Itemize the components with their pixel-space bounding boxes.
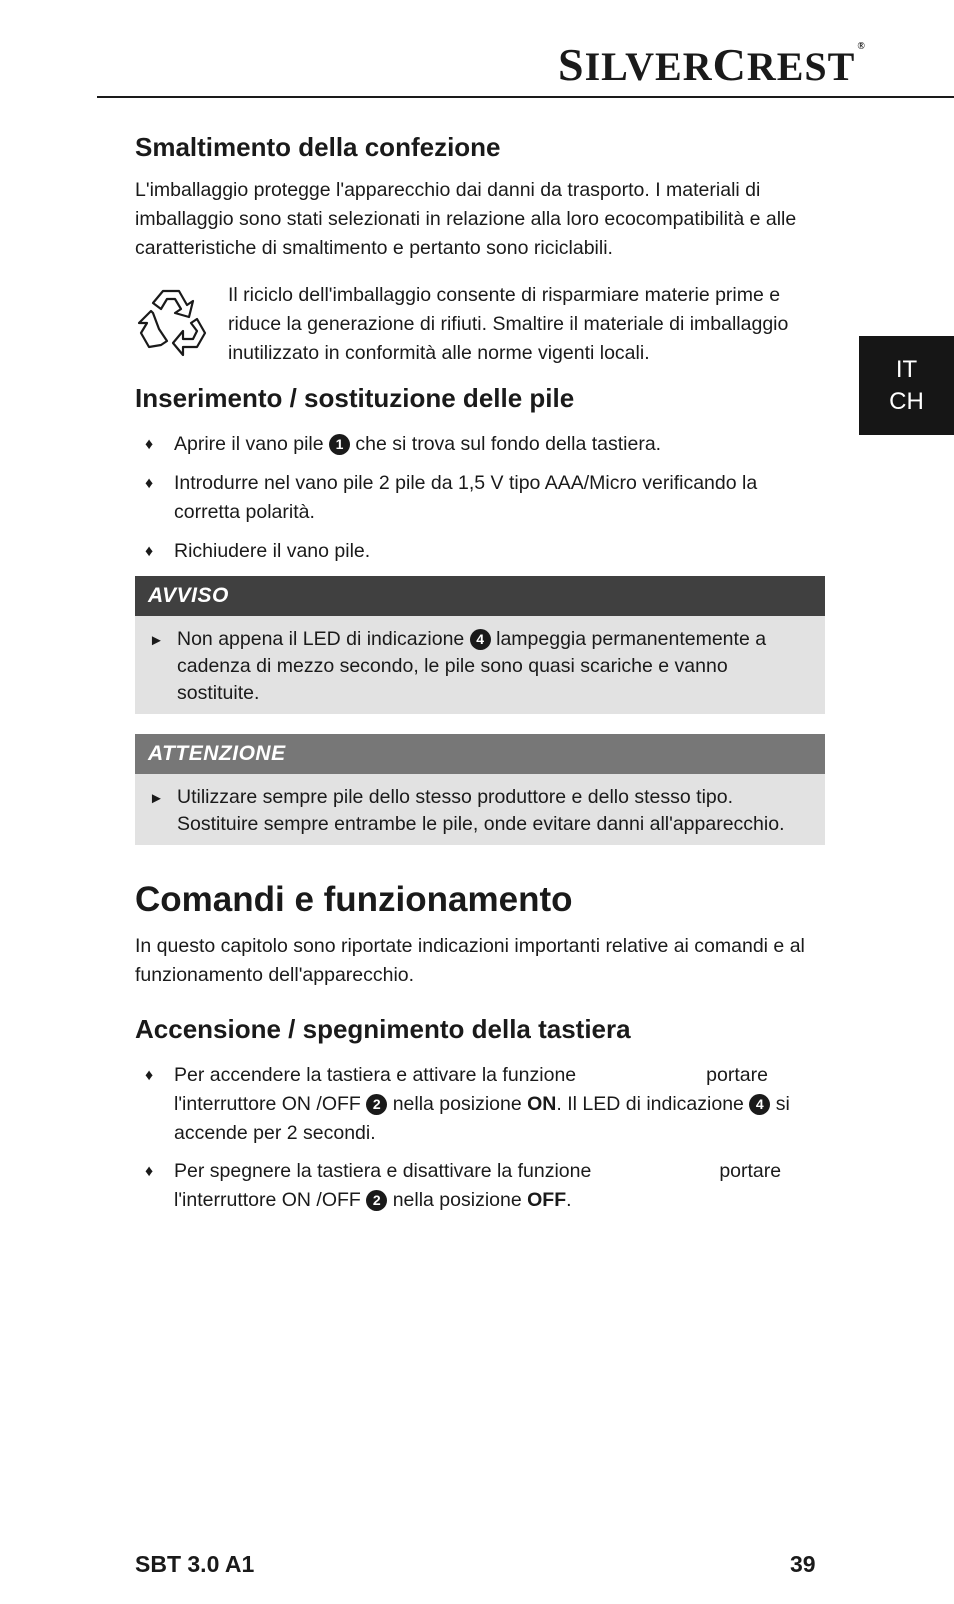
brand-part: REST [746,44,856,89]
footer-model: SBT 3.0 A1 [135,1551,255,1577]
diamond-bullet-icon: ♦ [145,543,154,560]
list-item-text: Richiudere il vano pile. [174,540,371,562]
recycle-paragraph: Il riciclo dell'imballaggio consente di risparmiare materie prime e riduce la generazione di rifiuti. Smaltire il materiale di imballaggio inutilizzato in conformità alle norme vigenti locali. [228,284,789,364]
brand-logo [558,39,866,90]
callout-number: 4 [749,1094,770,1115]
diamond-bullet-icon: ♦ [145,1163,154,1180]
header-rule [97,96,954,98]
list-item-text: Aprire il vano pile 1 che si trova sul fondo della tastiera. [174,433,662,455]
arrow-right-icon: ► [149,790,164,807]
section-title-disposal: Smaltimento della confezione [135,132,501,162]
list-item-text: Per spegnere la tastiera e disattivare la funzione portare l'interruttore ON /OFF 2 nella posizione OFF. [174,1160,782,1211]
section-title-power: Accensione / spegnimento della tastiera [135,1014,631,1044]
caution-box [135,734,825,845]
callout-number: 2 [366,1094,387,1115]
list-item-text: Introdurre nel vano pile 2 pile da 1,5 V tipo AAA/Micro verificando la corretta polarità. [174,472,758,523]
list-item-text: Per accendere la tastiera e attivare la funzione portare l'interruttore ON /OFF 2 nella posizione ON. Il LED di indicazione 4 si accende per 2 secondi. [174,1064,790,1144]
recycle-icon [135,283,215,363]
notice-header: AVVISO [135,576,825,616]
caution-header: ATTENZIONE [135,734,825,774]
chapter-intro: In questo capitolo sono riportate indicazioni importanti relative ai comandi e al funzionamento dell'apparecchio. [135,935,805,986]
brand-letter: C [712,39,747,90]
language-tab [859,336,954,435]
diamond-bullet-icon: ♦ [145,436,154,453]
diamond-bullet-icon: ♦ [145,1067,154,1084]
notice-box [135,576,825,714]
registered-mark: ® [857,41,866,52]
language-code-ch: CH [889,388,924,415]
language-code-it: IT [895,356,918,383]
callout-number: 1 [329,434,350,455]
arrow-right-icon: ► [149,632,164,649]
brand-part: ILVER [584,44,713,89]
chapter-title: Comandi e funzionamento [135,880,573,919]
diamond-bullet-icon: ♦ [145,475,154,492]
brand-letter: S [558,39,585,90]
section-title-batteries: Inserimento / sostituzione delle pile [135,383,575,413]
callout-number: 2 [366,1190,387,1211]
page-number: 39 [790,1551,816,1577]
callout-number: 4 [470,629,491,650]
notice-body: ► Non appena il LED di indicazione 4 lampeggia permanentemente a cadenza di mezzo secondo, le pile sono quasi scariche e vanno sostituite. [149,628,767,704]
disposal-paragraph: L'imballaggio protegge l'apparecchio dai danni da trasporto. I materiali di imballaggio sono stati selezionati in relazione alla loro ecocompatibilità e alle caratteristiche di smaltimento e pertanto sono riciclabili. [135,179,797,259]
caution-body: ► Utilizzare sempre pile dello stesso produttore e dello stesso tipo. Sostituire sempre entrambe le pile, onde evitare danni all'apparecchio. [149,786,785,835]
